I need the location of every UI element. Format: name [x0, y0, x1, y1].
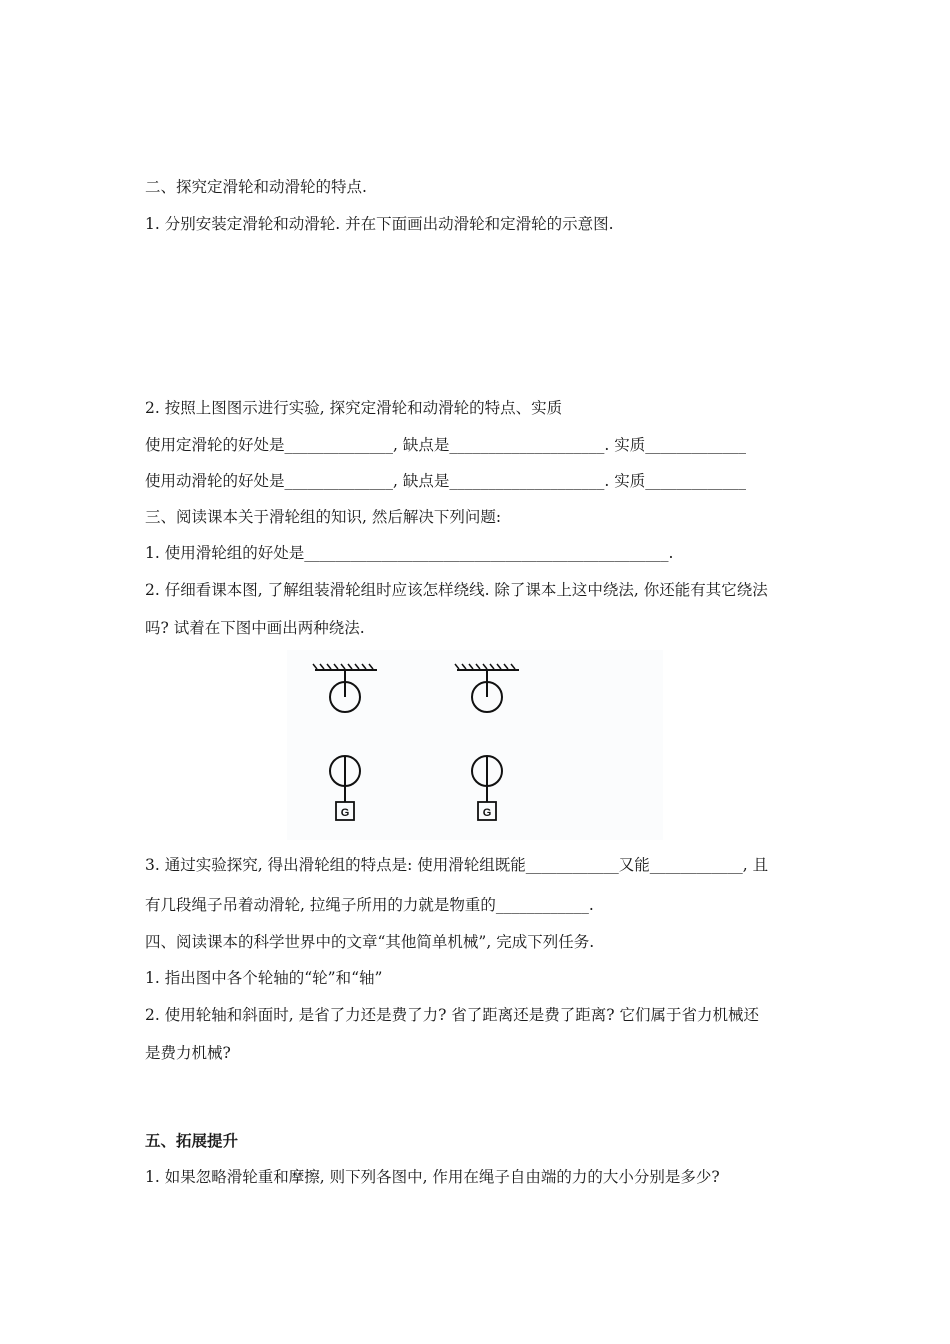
section3-question-2-line2: 吗? 试着在下图中画出两种绕法. — [145, 619, 365, 637]
section5-question-1: 1. 如果忽略滑轮重和摩擦, 则下列各图中, 作用在绳子自由端的力的大小分别是多少? — [145, 1168, 720, 1186]
weight-label-right: G — [482, 807, 492, 819]
section3-question-3-line2: 有几段绳子吊着动滑轮, 拉绳子所用的力就是物重的____________. — [145, 896, 594, 914]
section4-question-1: 1. 指出图中各个轮轴的“轮”和“轴” — [145, 969, 383, 987]
section2-question-1: 1. 分别安装定滑轮和动滑轮. 并在下面画出动滑轮和定滑轮的示意图. — [145, 215, 614, 233]
fixed-pulley-answer-line: 使用定滑轮的好处是______________, 缺点是____________________. 实质_____________ — [145, 436, 746, 454]
section3-question-3-line1: 3. 通过实验探究, 得出滑轮组的特点是: 使用滑轮组既能____________又能____________, 且 — [145, 856, 769, 874]
section2-question-2: 2. 按照上图图示进行实验, 探究定滑轮和动滑轮的特点、实质 — [145, 399, 563, 417]
pulley-system-figure — [287, 650, 663, 840]
section4-heading: 四、阅读课本的科学世界中的文章“其他简单机械”, 完成下列任务. — [145, 933, 595, 951]
pulley-diagram — [287, 650, 663, 840]
section2-heading: 二、探究定滑轮和动滑轮的特点. — [145, 178, 367, 196]
section5-heading: 五、拓展提升 — [145, 1132, 239, 1150]
section4-question-2-line1: 2. 使用轮轴和斜面时, 是省了力还是费了力? 省了距离还是费了距离? 它们属于省力机械还 — [145, 1006, 760, 1024]
section3-question-2-line1: 2. 仔细看课本图, 了解组装滑轮组时应该怎样绕线. 除了课本上这中绕法, 你还能有其它绕法 — [145, 581, 768, 599]
section4-question-2-line2: 是费力机械? — [145, 1044, 231, 1062]
movable-pulley-answer-line: 使用动滑轮的好处是______________, 缺点是____________________. 实质_____________ — [145, 472, 746, 490]
weight-label-left: G — [340, 807, 350, 819]
section3-question-1: 1. 使用滑轮组的好处是_______________________________________________. — [145, 544, 674, 562]
section3-heading: 三、阅读课本关于滑轮组的知识, 然后解决下列问题: — [145, 508, 502, 526]
